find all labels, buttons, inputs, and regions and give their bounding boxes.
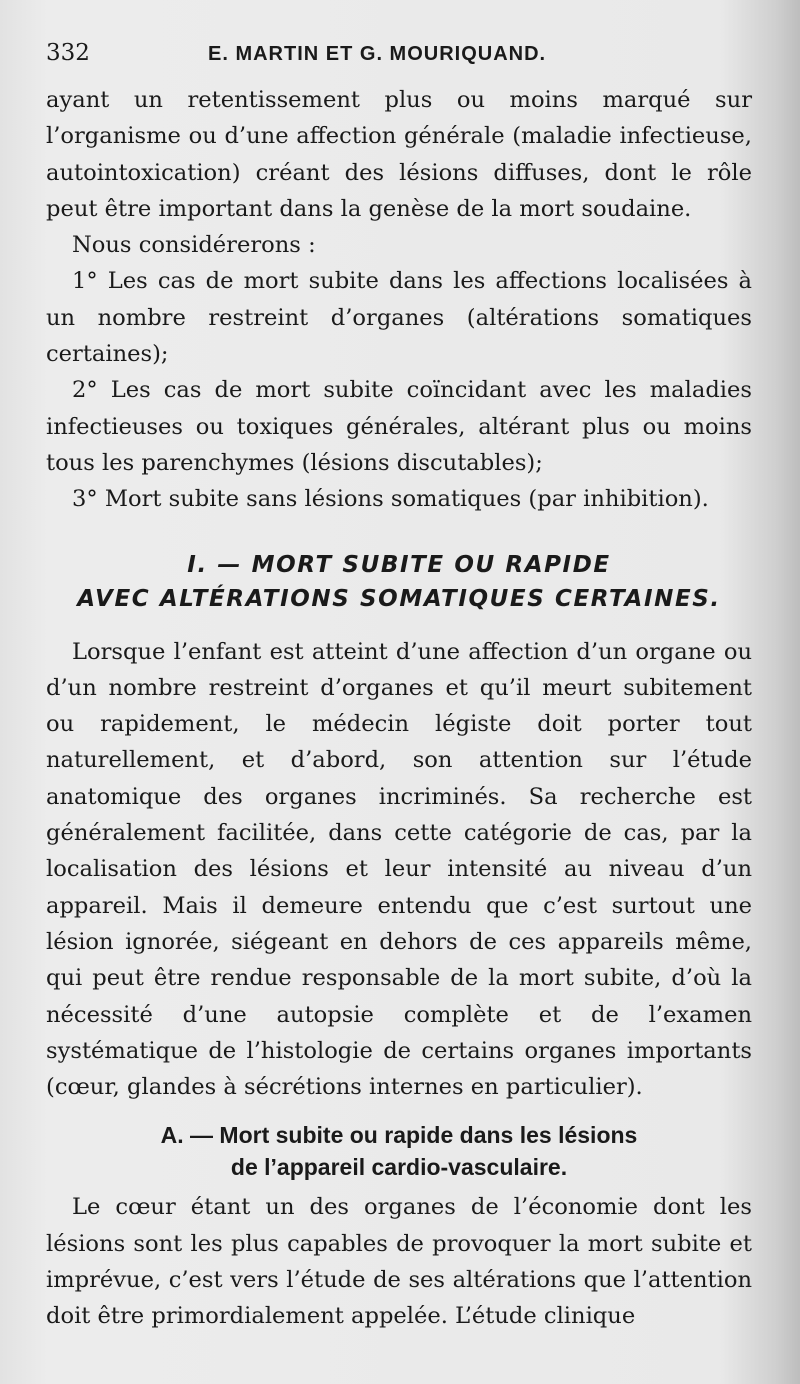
paragraph-continuation: ayant un retentissement plus ou moins marqué sur l’organisme ou d’une affection générale (maladie infectieuse, autointoxication) créant des lésions diffuses, dont le rôle peut être important dans la genèse de la mort soudaine. xyxy=(46,87,752,222)
subsection-heading-A-line2: de l’appareil cardio-vasculaire. xyxy=(230,1154,568,1181)
paragraph-section-A: Le cœur étant un des organes de l’économie dont les lésions sont les plus capables de provoquer la mort subite et imprévue, c’est vers l’étude de ses altérations que l’attention doit être primordialement appelée. L’étude clinique xyxy=(46,1194,752,1330)
paragraph-nous-considererons: Nous considérerons : xyxy=(72,232,316,259)
list-item-2: 2° Les cas de mort subite coïncidant avec les maladies infectieuses ou toxiques générales, altérant plus ou moins tous les parenchymes (lésions discutables); xyxy=(46,377,752,476)
list-item-1: 1° Les cas de mort subite dans les affections localisées à un nombre restreint d’organes (altérations somatiques certaines); xyxy=(46,268,752,368)
section-heading-I xyxy=(46,548,752,616)
subsection-heading-A xyxy=(46,1119,752,1183)
page-number: 332 xyxy=(46,40,90,66)
paragraph-section-I: Lorsque l’enfant est atteint d’une affection d’un organe ou d’un nombre restreint d’organes et qu’il meurt subitement ou rapidement, le médecin légiste doit porter tout naturellement, et d’abord, son attention sur l’étude anatomique des organes incriminés. Sa recherche est généralement facilitée, dans cette catégorie de cas, par la localisation des lésions et leur intensité au niveau d’un appareil. Mais il demeure entendu que c’est surtout une lésion ignorée, siégeant en dehors de ces appareils même, qui peut être rendue responsable de la mort subite, d’où la nécessité d’une autopsie complète et de l’examen systématique de l’histologie de certains organes importants (cœur, glandes à sécrétions internes en particulier). xyxy=(46,638,752,1101)
list-item-3: 3° Mort subite sans lésions somatiques (par inhibition). xyxy=(72,486,709,513)
running-title: E. MARTIN ET G. MOURIQUAND. xyxy=(208,43,547,65)
running-head xyxy=(46,40,752,74)
subsection-heading-A-line1: A. — Mort subite ou rapide dans les lésions xyxy=(160,1122,638,1149)
section-heading-I-line1: I. — MORT SUBITE OU RAPIDE xyxy=(187,551,611,578)
section-heading-I-line2: AVEC ALTÉRATIONS SOMATIQUES CERTAINES. xyxy=(77,585,721,612)
